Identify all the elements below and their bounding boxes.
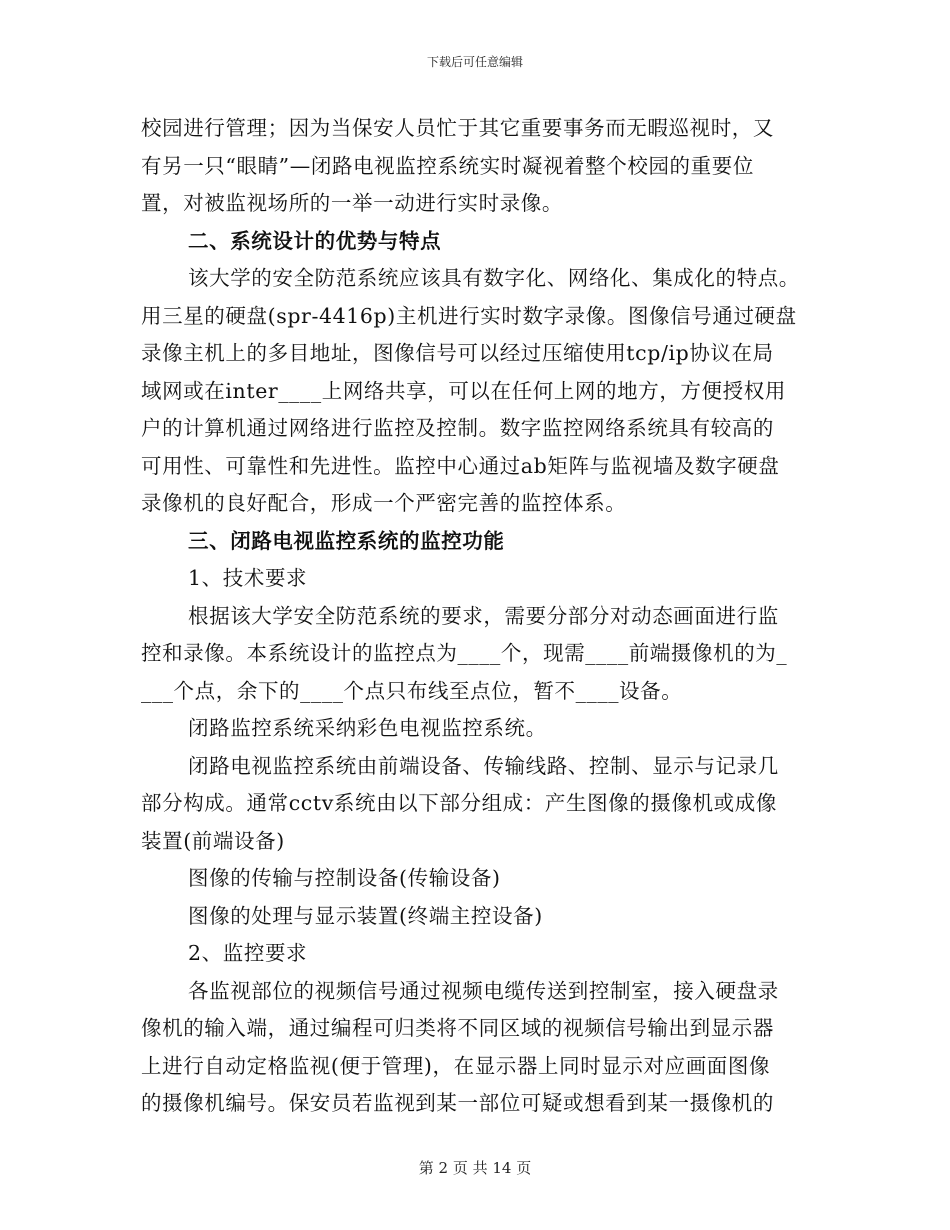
text-line: 2、监控要求 xyxy=(188,941,308,965)
page-footer: 第 2 页 共 14 页 xyxy=(418,1159,532,1177)
text-line: 图像的处理与显示装置(终端主控设备) xyxy=(188,903,543,928)
body-text xyxy=(141,110,809,1123)
text-line: 置，对被监视场所的一举一动进行实时录像。 xyxy=(141,191,563,215)
text-line: 各监视部位的视频信号通过视频电缆传送到控制室，接入硬盘录 xyxy=(188,978,779,1003)
text-line: 校园进行管理；因为当保安人员忙于其它重要事务而无暇巡视时，又 xyxy=(141,116,774,140)
page-header: 下载后可任意编辑 xyxy=(426,55,523,69)
text-line: 图像的传输与控制设备(传输设备) xyxy=(188,866,501,890)
section-heading: 三、闭路电视监控系统的监控功能 xyxy=(188,528,505,553)
text-line: 部分构成。通常cctv系统由以下部分组成：产生图像的摄像机或成像 xyxy=(141,791,777,815)
text-line: 户的计算机通过网络进行监控及控制。数字监控网络系统具有较高的 xyxy=(141,416,774,440)
text-line: 上进行自动定格监视(便于管理)，在显示器上同时显示对应画面图像 xyxy=(141,1053,771,1078)
text-line: 1、技术要求 xyxy=(188,566,308,590)
text-line: 用三星的硬盘(spr-4416p)主机进行实时数字录像。图像信号通过硬盘 xyxy=(141,303,797,328)
text-line: 装置(前端设备) xyxy=(141,828,285,853)
text-line: 控和录像。本系统设计的监控点为____个，现需____前端摄像机的为_ xyxy=(141,641,788,665)
text-line: 根据该大学安全防范系统的要求，需要分部分对动态画面进行监 xyxy=(188,603,779,628)
text-line: ___个点，余下的____个点只布线至点位，暂不____设备。 xyxy=(141,678,683,703)
text-line: 域网或在inter____上网络共享，可以在任何上网的地方，方便授权用 xyxy=(141,378,786,403)
text-line: 录像机的良好配合，形成一个严密完善的监控体系。 xyxy=(141,491,627,515)
text-line: 闭路电视监控系统由前端设备、传输线路、控制、显示与记录几 xyxy=(188,753,779,778)
text-line: 的摄像机编号。保安员若监视到某一部位可疑或想看到某一摄像机的 xyxy=(141,1091,774,1115)
text-line: 可用性、可靠性和先进性。监控中心通过ab矩阵与监视墙及数字硬盘 xyxy=(141,453,780,478)
text-line: 该大学的安全防范系统应该具有数字化、网络化、集成化的特点。 xyxy=(188,266,800,290)
text-line: 像机的输入端，通过编程可归类将不同区域的视频信号输出到显示器 xyxy=(141,1016,774,1040)
text-line: 闭路监控系统采纳彩色电视监控系统。 xyxy=(188,716,547,740)
text-line: 有另一只“眼睛”—闭路电视监控系统实时凝视着整个校园的重要位 xyxy=(141,153,754,178)
section-heading: 二、系统设计的优势与特点 xyxy=(188,228,442,253)
text-line: 录像主机上的多目地址，图像信号可以经过压缩使用tcp/ip协议在局 xyxy=(141,341,774,365)
